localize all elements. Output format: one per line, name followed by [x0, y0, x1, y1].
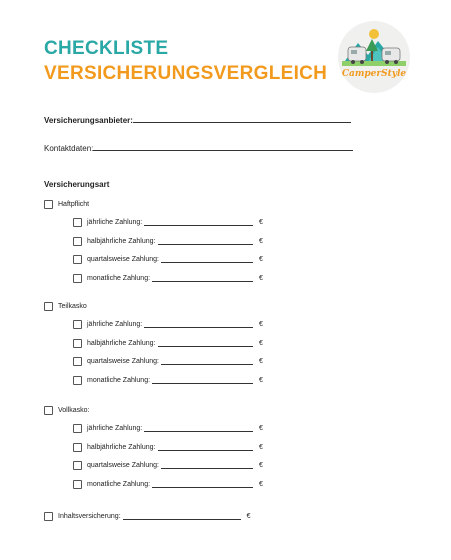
amount-line[interactable] [123, 513, 241, 520]
group-row[interactable] [44, 406, 90, 415]
group-label: Haftpflicht [58, 201, 90, 208]
amount-line[interactable] [152, 481, 253, 488]
payment-label: jährliche Zahlung: [87, 425, 143, 432]
amount-line[interactable] [161, 256, 253, 263]
payment-label: halbjährliche Zahlung: [87, 443, 156, 451]
checkbox[interactable] [73, 320, 82, 329]
payment-row[interactable] [73, 255, 263, 264]
payment-row[interactable] [73, 424, 263, 433]
provider-field[interactable] [44, 115, 351, 125]
currency-symbol: € [259, 480, 263, 488]
amount-line[interactable] [158, 238, 254, 245]
checkbox[interactable] [73, 424, 82, 433]
payment-row[interactable] [73, 376, 263, 385]
payment-label: quartalsweise Zahlung: [87, 256, 159, 263]
group-label: Vollkasko: [58, 407, 90, 414]
amount-line[interactable] [161, 358, 253, 365]
payment-label: jährliche Zahlung: [87, 219, 143, 226]
currency-symbol: € [246, 513, 251, 520]
currency-symbol: € [259, 425, 263, 432]
checkbox[interactable] [44, 302, 53, 311]
contact-label: Kontaktdaten: [44, 144, 94, 153]
amount-line[interactable] [144, 219, 253, 226]
amount-line[interactable] [158, 444, 254, 451]
payment-label: monatliche Zahlung: [87, 376, 151, 384]
title-versicherungsvergleich: VERSICHERUNGSVERGLEICH [44, 63, 328, 84]
payment-row[interactable] [73, 339, 263, 348]
inhaltsversicherung-label: Inhaltsversicherung: [58, 513, 121, 520]
payment-label: monatliche Zahlung: [87, 480, 151, 488]
payment-row[interactable] [73, 357, 263, 366]
logo-illustration-icon [338, 21, 410, 93]
group-label: Teilkasko [58, 303, 87, 310]
payment-label: jährliche Zahlung: [87, 321, 143, 328]
checkbox[interactable] [73, 274, 82, 283]
payment-row[interactable] [73, 218, 263, 227]
checkbox[interactable] [73, 255, 82, 264]
camperstyle-logo [338, 21, 410, 93]
currency-symbol: € [259, 462, 263, 469]
currency-symbol: € [259, 376, 263, 384]
checkbox[interactable] [73, 480, 82, 489]
currency-symbol: € [259, 256, 263, 263]
checkbox[interactable] [73, 376, 82, 385]
currency-symbol: € [259, 274, 263, 282]
payment-row[interactable] [73, 443, 263, 452]
payment-label: quartalsweise Zahlung: [87, 462, 159, 469]
title-checkliste: CHECKLISTE [44, 38, 169, 59]
currency-symbol: € [259, 219, 263, 226]
payment-row[interactable] [73, 237, 263, 246]
contact-line[interactable] [93, 143, 353, 151]
checkbox[interactable] [73, 237, 82, 246]
inhaltsversicherung-row[interactable] [44, 512, 251, 521]
checkbox[interactable] [73, 357, 82, 366]
amount-line[interactable] [144, 321, 253, 328]
payment-label: halbjährliche Zahlung: [87, 339, 156, 347]
checkbox[interactable] [73, 443, 82, 452]
group-row[interactable] [44, 302, 87, 311]
amount-line[interactable] [158, 340, 254, 347]
currency-symbol: € [259, 358, 263, 365]
checkbox[interactable] [73, 218, 82, 227]
payment-label: halbjährliche Zahlung: [87, 237, 156, 245]
payment-row[interactable] [73, 274, 263, 283]
provider-line[interactable] [133, 115, 351, 123]
contact-field[interactable] [44, 143, 353, 153]
payment-label: quartalsweise Zahlung: [87, 358, 159, 365]
checkbox[interactable] [44, 406, 53, 415]
payment-label: monatliche Zahlung: [87, 274, 151, 282]
amount-line[interactable] [144, 425, 253, 432]
payment-row[interactable] [73, 461, 263, 470]
provider-label: Versicherungsanbieter: [44, 116, 133, 125]
logo-text: CamperStyle [341, 69, 407, 79]
payment-row[interactable] [73, 320, 263, 329]
checkbox[interactable] [73, 339, 82, 348]
currency-symbol: € [259, 237, 263, 245]
section-title: Versicherungsart [44, 180, 110, 189]
currency-symbol: € [259, 339, 263, 347]
checkbox[interactable] [44, 512, 53, 521]
group-row[interactable] [44, 200, 89, 209]
currency-symbol: € [259, 443, 263, 451]
payment-row[interactable] [73, 480, 263, 489]
checkbox[interactable] [73, 461, 82, 470]
amount-line[interactable] [152, 275, 253, 282]
checkbox[interactable] [44, 200, 53, 209]
amount-line[interactable] [152, 377, 253, 384]
currency-symbol: € [259, 321, 263, 328]
amount-line[interactable] [161, 462, 253, 469]
